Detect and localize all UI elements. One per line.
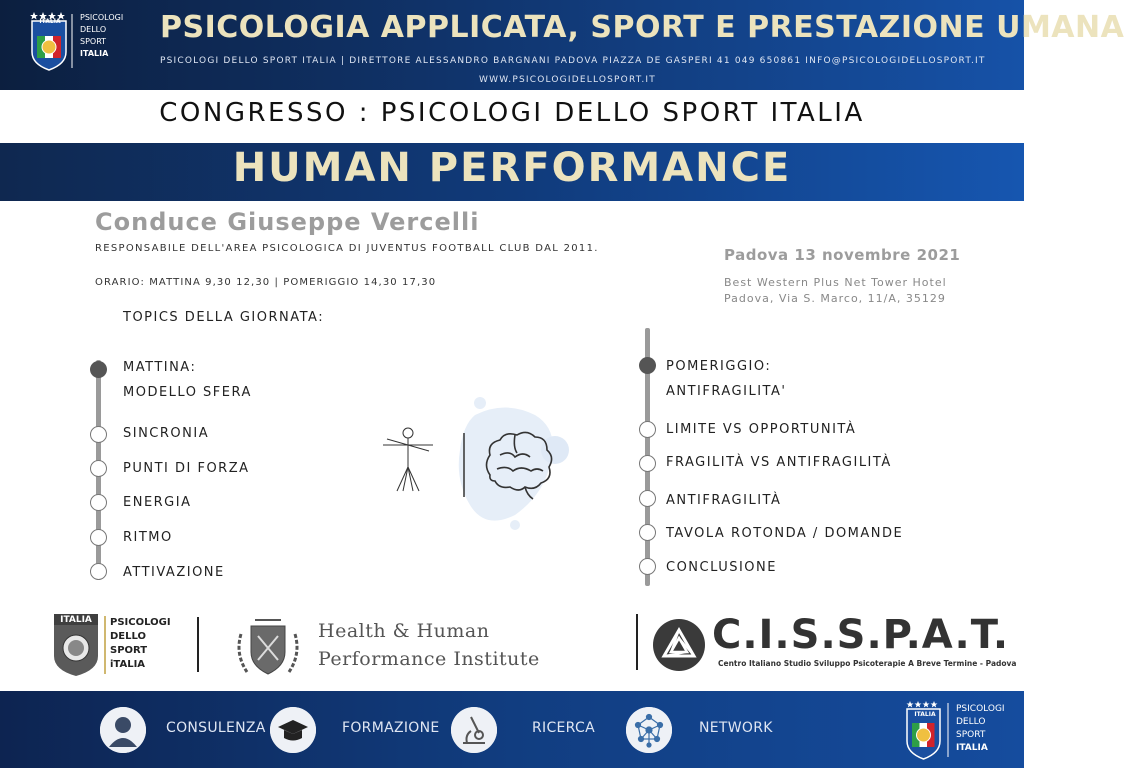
vitruvian-man-icon xyxy=(383,428,433,491)
afternoon-item-dot xyxy=(639,455,656,472)
pds-logo-line4: iTALIA xyxy=(110,659,146,670)
header-title: PSICOLOGIA APPLICATA, SPORT E PRESTAZIONE UMANA xyxy=(160,10,1124,45)
afternoon-item-limite: LIMITE VS OPPORTUNITÀ xyxy=(666,422,857,437)
afternoon-item-fragilita: FRAGILITÀ VS ANTIFRAGILITÀ xyxy=(666,455,892,470)
afternoon-item-dot xyxy=(639,558,656,575)
morning-item-energia: ENERGIA xyxy=(123,495,192,510)
afternoon-head-dot xyxy=(639,357,656,374)
header-website-link[interactable]: WWW.PSICOLOGIDELLOSPORT.IT xyxy=(479,75,656,85)
banner xyxy=(0,143,1024,201)
footer-item-ricerca[interactable]: RICERCA xyxy=(532,720,595,736)
afternoon-head-subtitle: ANTIFRAGILITA' xyxy=(666,384,787,399)
pds-logo-badge: ITALIA xyxy=(60,615,92,625)
pds-logo-line2: DELLO xyxy=(110,631,147,642)
logo-divider xyxy=(197,617,199,672)
speaker-role: RESPONSABILE DELL'AREA PSICOLOGICA DI JUVENTUS FOOTBALL CLUB DAL 2011. xyxy=(95,243,599,254)
morning-item-dot xyxy=(90,494,107,511)
footer-item-formazione[interactable]: FORMAZIONE xyxy=(342,720,440,736)
schedule-hours: ORARIO: MATTINA 9,30 12,30 | POMERIGGIO 14,30 17,30 xyxy=(95,277,437,288)
header-contact-info: PSICOLOGI DELLO SPORT ITALIA | DIRETTORE ALESSANDRO BARGNANI PADOVA PIAZZA DE GASPERI 41 049 650861 INFO@PSICOLOGIDELLOSPORT.IT xyxy=(160,56,986,66)
header-logo-text xyxy=(80,12,123,60)
cisspat-subtitle: Centro Italiano Studio Sviluppo Psicoterapie A Breve Termine - Padova xyxy=(718,659,1017,668)
hhpi-laurel-emblem-icon xyxy=(233,614,303,680)
morning-item-dot xyxy=(90,529,107,546)
afternoon-item-conclusione: CONCLUSIONE xyxy=(666,560,777,575)
morning-item-dot xyxy=(90,563,107,580)
morning-head-label: MATTINA: xyxy=(123,360,197,375)
morning-item-punti-di-forza: PUNTI DI FORZA xyxy=(123,461,250,476)
graduation-cap-icon xyxy=(270,707,316,753)
banner-title: HUMAN PERFORMANCE xyxy=(232,145,792,191)
cisspat-triangle-emblem-icon xyxy=(652,618,706,672)
footer-logo-line3: SPORT xyxy=(956,730,986,740)
hhpi-title-line1: Health & Human xyxy=(318,620,490,642)
topics-title: TOPICS DELLA GIORNATA: xyxy=(123,310,325,325)
congress-title: CONGRESSO : PSICOLOGI DELLO SPORT ITALIA xyxy=(159,98,865,128)
morning-item-dot xyxy=(90,426,107,443)
vitruvian-brain-illustration xyxy=(375,395,585,535)
afternoon-item-dot xyxy=(639,490,656,507)
morning-head-subtitle: MODELLO SFERA xyxy=(123,385,252,400)
morning-head-dot xyxy=(90,361,107,378)
footer-logo-badge: ITALIA xyxy=(914,711,936,718)
consulting-person-icon xyxy=(100,707,146,753)
header-logo-line2: DELLO xyxy=(80,25,107,34)
header xyxy=(0,0,1124,90)
pds-logo-text xyxy=(110,616,171,672)
afternoon-head-label: POMERIGGIO: xyxy=(666,359,772,374)
footer-item-consulenza[interactable]: CONSULENZA xyxy=(166,720,266,736)
logo-divider xyxy=(636,614,638,670)
speaker-name: Conduce Giuseppe Vercelli xyxy=(95,208,480,236)
header-logo-line1: PSICOLOGI xyxy=(80,13,124,22)
afternoon-item-dot xyxy=(639,421,656,438)
header-logo-badge: ITALIA xyxy=(39,18,61,25)
event-date: Padova 13 novembre 2021 xyxy=(724,246,961,264)
morning-item-sincronia: SINCRONIA xyxy=(123,426,210,441)
microscope-icon xyxy=(451,707,497,753)
footer-logo-text xyxy=(956,703,1005,755)
venue-address: Padova, Via S. Marco, 11/A, 35129 xyxy=(724,292,946,305)
pds-logo-line1: PSICOLOGI xyxy=(110,617,171,628)
afternoon-item-dot xyxy=(639,524,656,541)
footer-logo-line2: DELLO xyxy=(956,717,986,727)
morning-item-ritmo: RITMO xyxy=(123,530,173,545)
venue-name: Best Western Plus Net Tower Hotel xyxy=(724,276,947,289)
network-globe-icon xyxy=(626,707,672,753)
header-logo-line3: SPORT xyxy=(80,37,107,46)
footer-logo-line1: PSICOLOGI xyxy=(956,704,1005,714)
hhpi-title-line2: Performance Institute xyxy=(318,648,540,670)
afternoon-item-tavola-rotonda: TAVOLA ROTONDA / DOMANDE xyxy=(666,526,904,541)
footer-item-network[interactable]: NETWORK xyxy=(699,720,773,736)
footer xyxy=(0,691,1024,768)
header-logo-line4: ITALIA xyxy=(80,49,109,58)
morning-item-dot xyxy=(90,460,107,477)
afternoon-item-antifragilita: ANTIFRAGILITÀ xyxy=(666,493,782,508)
footer-logo-line4: ITALIA xyxy=(956,743,988,753)
morning-item-attivazione: ATTIVAZIONE xyxy=(123,565,225,580)
cisspat-title: C.I.S.S.P.A.T. xyxy=(712,612,1010,658)
pds-logo-line3: SPORT xyxy=(110,645,148,656)
